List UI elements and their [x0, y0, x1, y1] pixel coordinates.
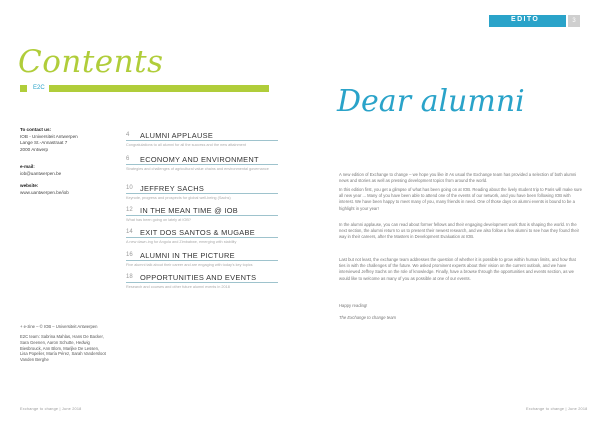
credits-team-line: Vanden Berghe [20, 357, 49, 363]
e2c-label: E2C [33, 85, 45, 91]
toc-subtitle: Research and courses and other future alumni events in 2018 [126, 285, 230, 289]
page-number-badge: 3 [568, 15, 580, 27]
title-accent-block [20, 85, 27, 92]
toc-page-number: 10 [126, 185, 133, 191]
letter-signature: The Exchange to change team [339, 315, 397, 320]
letter-heading: Dear alumni [337, 84, 525, 119]
toc-divider [126, 140, 278, 141]
website-link[interactable]: www.uantwerpen.be/iob [20, 189, 69, 195]
toc-divider [126, 164, 278, 165]
toc-divider [126, 193, 278, 194]
credits-line: + e-zine – © IOB – Universiteit Antwerpen [20, 324, 98, 329]
footer-right: Exchange to change | June 2018 [526, 407, 588, 411]
toc-page-number: 6 [126, 156, 130, 162]
title-accent-bar [49, 85, 269, 92]
toc-title: ECONOMY AND ENVIRONMENT [140, 155, 259, 164]
toc-title: EXIT DOS SANTOS & MUGABE [140, 228, 255, 237]
website-label: website: [20, 183, 39, 188]
contents-heading: Contents [18, 44, 164, 80]
toc-title: IN THE MEAN TIME @ IOB [140, 206, 239, 215]
toc-title: ALUMNI IN THE PICTURE [140, 251, 235, 260]
toc-title: OPPORTUNITIES AND EVENTS [140, 273, 257, 282]
contact-address-line: Lange St.-Annastraat 7 [20, 140, 68, 145]
contact-email [20, 164, 61, 177]
contact-address-line: IOB - Universiteit Antwerpen [20, 133, 78, 139]
section-label: EDITO [511, 16, 540, 23]
toc-page-number: 12 [126, 207, 133, 213]
toc-page-number: 14 [126, 229, 133, 235]
contact-address-line: 2000 Antwerp [20, 146, 49, 152]
letter-closing: Happy reading! [339, 303, 368, 308]
toc-divider [126, 215, 278, 216]
toc-subtitle: A new dawn-ing for Angola and Zimbabwe, emerging with stability [126, 240, 237, 244]
credits-team-line: Biesbrouck, Ann Blom, Marijke De Lessen, [20, 345, 100, 351]
toc-subtitle: Strategies and challenges of agricultural value chains and environmental governance [126, 167, 269, 171]
letter-paragraph: In this edition first, you get a glimpse of what has been going on at IOB. Reading about the lively student trip to Paris will make sure all new year ... Many of you have been able to attend one of the events of our network, and you have been following IOB with interest. We have been happy to meet many of you, many friends in need. One of those days on alumni events is bound to be a highlight in your year! [339, 187, 583, 211]
toc-subtitle: Five alumni talk about their career and are engaging with today's key topics [126, 263, 253, 267]
toc-page-number: 16 [126, 252, 133, 258]
toc-title: ALUMNI APPLAUSE [140, 131, 214, 140]
toc-subtitle: Congratulations to all alumni for all the success and the new attainment [126, 143, 246, 147]
email-link[interactable]: iob@uantwerpen.be [20, 170, 62, 176]
toc-divider [126, 237, 278, 238]
letter-paragraph: In the alumni applause, you can read about former fellows and their engaging development work that is shaping the world. In the next section, the alumni return to us to present their newest research, and we also follow a few alumni to see how they found their way in their careers, after the Masters in Development Evaluation at IOB. [339, 222, 579, 240]
toc-subtitle: What has been going on lately at IOB? [126, 218, 192, 222]
contact-heading: To contact us: [20, 127, 52, 132]
toc-title: JEFFREY SACHS [140, 184, 205, 193]
letter-paragraph: Last but not least, the exchange team addresses the question of whether it is possible to grow within human limits, and how that ties in with the challenges of the future. We asked prominent experts about their vision on the current outlook, and we have interviewed Jeffrey Sachs on the role of knowledge. Finally, have a browse through the opportunities and events section, as we would like to welcome as many of you as possible at one of our events. [339, 257, 576, 281]
toc-divider [126, 282, 278, 283]
credits-team [20, 334, 106, 363]
credits-team-line: E2C team: Sabrina Mahlas, Hans De Backer, [20, 334, 104, 339]
contact-block [20, 127, 78, 153]
toc-subtitle: Keynote, progress and prospects for global well-being (Sachs) [126, 196, 231, 200]
toc-divider [126, 260, 278, 261]
credits-team-line: Sara Geenen, Aaron Schutte, Hedwig [20, 339, 90, 345]
email-label: e-mail: [20, 164, 35, 169]
credits-team-line: Lisa Popelier, María Pérez, Sarah Vandersloot [20, 351, 106, 357]
contact-website [20, 183, 69, 196]
toc-page-number: 4 [126, 132, 130, 138]
letter-paragraph: A new edition of Exchange to change – we hope you like it! As usual the Exchange team has provided a selection of both alumni news and stories as well as pressing development topics from around the world. [339, 172, 577, 184]
footer-left: Exchange to change | June 2018 [20, 407, 82, 411]
toc-page-number: 18 [126, 274, 133, 280]
